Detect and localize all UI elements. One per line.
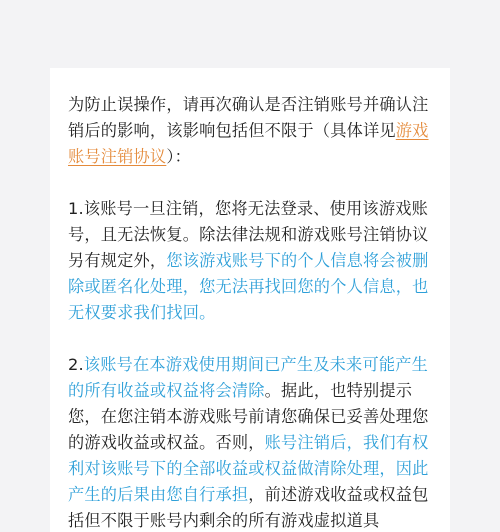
notice-content: [68, 92, 438, 532]
notice-item-2: [68, 352, 438, 532]
item2-text-d: ，前述游戏收益或权益包括但不限于账号内剩余的所有游戏虚拟道具: [68, 485, 429, 530]
item2-number: 2.: [68, 355, 84, 374]
paragraph-spacer: [68, 170, 438, 196]
intro-text: 为防止误操作，请再次确认是否注销账号并确认注销后的影响，该影响包括但不限于（具体详见: [68, 95, 429, 140]
item2-highlight-c: 账号注销后，我们有权利对该账号下的全部收益或权益做清除处理，因此产生的后果由您自行承担: [68, 433, 429, 504]
account-deletion-notice-card: [50, 68, 450, 532]
intro-paragraph: [68, 92, 438, 170]
item2-text-b: 。据此，也特别提示您，在您注销本游戏账号前请您确保已妥善处理您的游戏收益或权益。否则，: [68, 381, 429, 452]
item2-highlight-a: 该账号在本游戏使用期间已产生及未来可能产生的所有收益或权益将会清除: [68, 355, 428, 400]
item1-text: 1.该账号一旦注销，您将无法登录、使用该游戏账号，且无法恢复。除法律法规和游戏账号注销协议另有规定外，: [68, 199, 429, 270]
item1-highlight: 您该游戏账号下的个人信息将会被删除或匿名化处理，您无法再找回您的个人信息，也无权要求我们找回。: [68, 251, 429, 322]
intro-tail: ）：: [166, 147, 192, 166]
deletion-agreement-link[interactable]: 游戏账号注销协议: [68, 121, 429, 166]
paragraph-spacer: [68, 326, 438, 352]
notice-item-1: [68, 196, 438, 326]
